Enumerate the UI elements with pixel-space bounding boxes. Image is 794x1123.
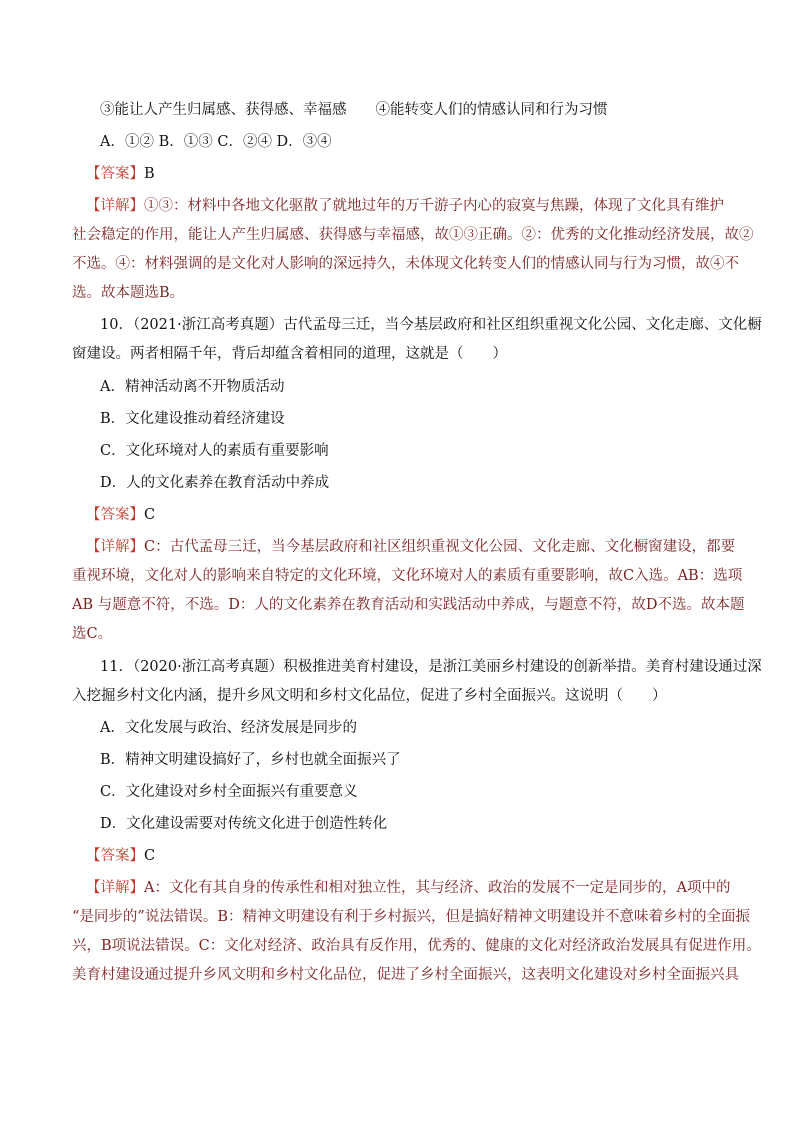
q11-detail-line-3: 兴，B项说法错误。C：文化对经济、政治具有反作用，优秀的、健康的文化对经济政治发展具有促进作用。 — [72, 938, 761, 954]
q11-stem-line-1: 11．（2020·浙江高考真题）积极推进美育村建设，是浙江美丽乡村建设的创新举措。美育村建设通过深 — [100, 659, 762, 675]
q11-option-b: B．精神文明建设搞好了，乡村也就全面振兴了 — [100, 752, 401, 768]
q10-option-b: B．文化建设推动着经济建设 — [100, 411, 285, 427]
q9-detail-line-3: 不选。④：材料强调的是文化对人影响的深远持久，未体现文化转变人们的情感认同与行为习惯，故④不 — [72, 256, 739, 272]
q10-option-a: A．精神活动离不开物质活动 — [100, 379, 285, 395]
q10-answer — [72, 505, 155, 525]
q10-detail-line-1 — [72, 537, 735, 557]
answer-label: 【答案】 — [86, 507, 144, 523]
q10-option-c: C．文化环境对人的素质有重要影响 — [100, 443, 329, 459]
detail-text: A：文化有其自身的传承性和相对独立性，其与经济、政治的发展不一定是同步的，A项中的 — [144, 880, 731, 896]
detail-text: C：古代孟母三迁，当今基层政府和社区组织重视文化公园、文化走廊、文化橱窗建设，都要 — [144, 539, 736, 555]
q9-choices: A．①② B．①③ C．②④ D．③④ — [100, 134, 332, 150]
answer-label: 【答案】 — [86, 848, 144, 864]
q11-option-a: A．文化发展与政治、经济发展是同步的 — [100, 720, 357, 736]
q10-stem-line-2: 窗建设。两者相隔千年，背后却蕴含着相同的道理，这就是（ ） — [72, 346, 507, 362]
q11-option-c: C．文化建设对乡村全面振兴有重要意义 — [100, 784, 358, 800]
detail-text: ①③：材料中各地文化驱散了就地过年的万千游子内心的寂寞与焦躁，体现了文化具有维护 — [144, 198, 724, 214]
q10-detail-line-4: 选C。 — [72, 626, 113, 642]
q11-detail-line-4: 美育村建设通过提升乡风文明和乡村文化品位，促进了乡村全面振兴，这表明文化建设对乡村全面振兴具 — [72, 967, 739, 983]
q9-detail-line-2: 社会稳定的作用，能让人产生归属感、获得感与幸福感，故①③正确。②：优秀的文化推动经济发展，故② — [72, 227, 754, 243]
answer-value: C — [144, 507, 156, 523]
q9-option-line: ③能让人产生归属感、获得感、幸福感 ④能转变人们的情感认同和行为习惯 — [100, 102, 608, 118]
q11-detail-line-1 — [72, 878, 730, 898]
answer-value: C — [144, 848, 156, 864]
detail-label: 【详解】 — [86, 880, 144, 896]
q9-detail-line-1 — [72, 196, 724, 216]
q10-detail-line-3: AB 与题意不符，不选。D：人的文化素养在教育活动和实践活动中养成，与题意不符，故D不选。故本题 — [72, 597, 745, 613]
detail-label: 【详解】 — [86, 198, 144, 214]
answer-value: B — [144, 166, 155, 182]
answer-label: 【答案】 — [86, 166, 144, 182]
q10-detail-line-2: 重视环境，文化对人的影响来自特定的文化环境，文化环境对人的素质有重要影响，故C入选。AB：选项 — [72, 568, 743, 584]
q9-detail-line-4: 选。故本题选B。 — [72, 285, 185, 301]
q10-option-d: D．人的文化素养在教育活动中养成 — [100, 475, 330, 491]
q11-option-d: D．文化建设需要对传统文化进于创造性转化 — [100, 816, 388, 832]
q10-stem-line-1: 10．（2021·浙江高考真题）古代孟母三迁，当今基层政府和社区组织重视文化公园、文化走廊、文化橱 — [100, 317, 762, 333]
q11-stem-line-2: 入挖掘乡村文化内涵，提升乡风文明和乡村文化品位，促进了乡村全面振兴。这说明（ ） — [72, 688, 667, 704]
q11-answer — [72, 846, 155, 866]
q11-detail-line-2: “是同步的”说法错误。B：精神文明建设有利于乡村振兴，但是搞好精神文明建设并不意味着乡村的全面振 — [72, 909, 750, 925]
q9-answer — [72, 164, 155, 184]
detail-label: 【详解】 — [86, 539, 144, 555]
